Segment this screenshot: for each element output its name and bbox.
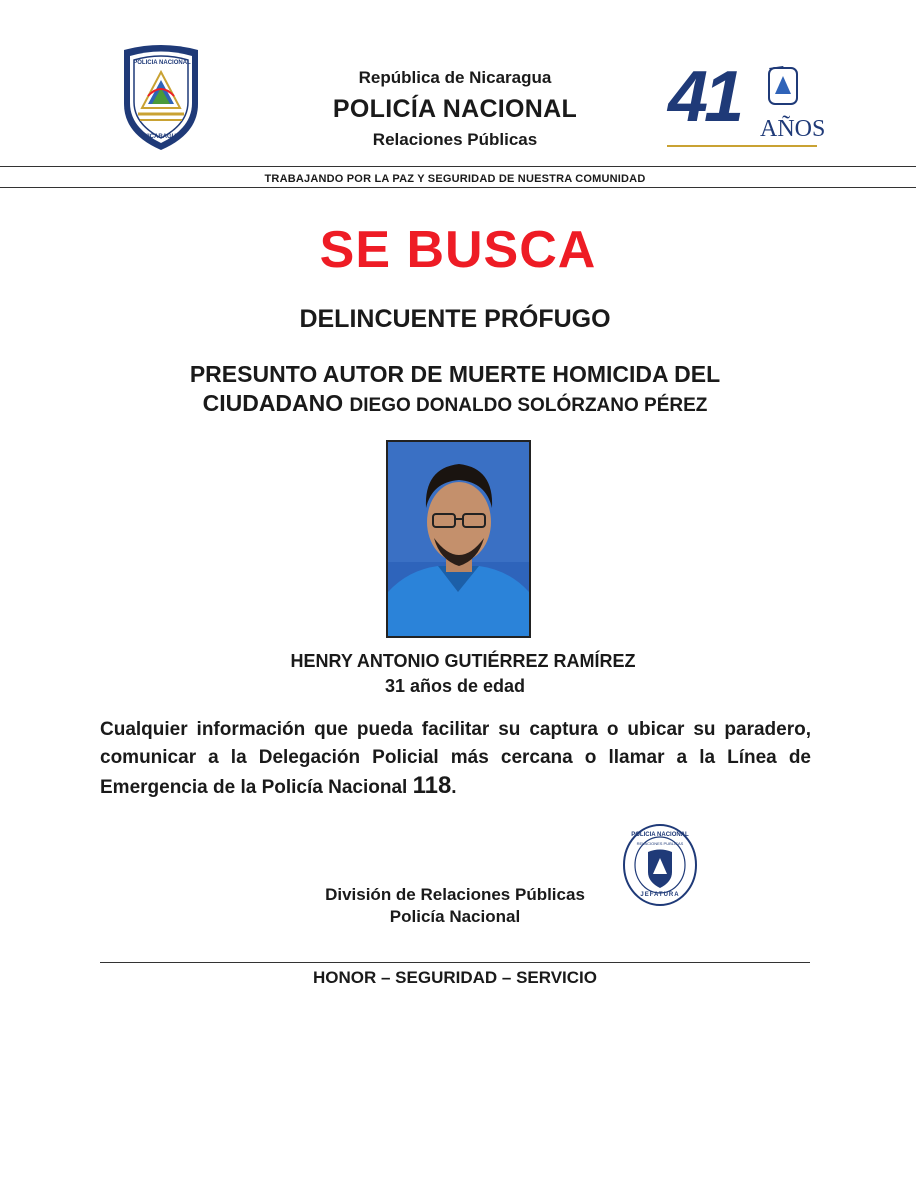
header-rule-bottom	[0, 187, 916, 188]
suspect-age: 31 años de edad	[384, 676, 526, 696]
wanted-title: SE BUSCA	[319, 221, 597, 279]
anniversary-number: 41	[668, 57, 741, 137]
wanted-subtitle: DELINCUENTE PRÓFUGO	[299, 305, 611, 333]
institution-heading: POLICÍA NACIONAL	[332, 95, 578, 123]
footer-motto: HONOR – SEGURIDAD – SERVICIO	[312, 968, 598, 987]
division-name: División de Relaciones Públicas	[325, 885, 585, 904]
description-line-1: PRESUNTO AUTOR DE MUERTE HOMICIDA DEL	[189, 361, 721, 387]
header-rule-top	[0, 166, 916, 167]
instructions-text: Cualquier información que pueda facilitar su captura o ubicar su paradero, comunicar a la Delegación Policial más cercana o llamar a la Línea de Emergencia de la Policía Nacional	[100, 719, 811, 798]
seal-top-text: POLICIA NACIONAL	[631, 832, 689, 838]
description-lead: CIUDADANO	[202, 390, 344, 416]
seal-bottom-text: JEFATURA	[640, 892, 680, 898]
victim-name: DIEGO DONALDO SOLÓRZANO PÉREZ	[349, 395, 708, 416]
footer-rule	[100, 962, 810, 963]
footer-institution: Policía Nacional	[389, 907, 521, 926]
instructions-end: .	[451, 777, 457, 798]
suspect-name: HENRY ANTONIO GUTIÉRREZ RAMÍREZ	[290, 651, 636, 671]
department-heading: Relaciones Públicas	[372, 130, 538, 149]
anniversary-word: AÑOS	[760, 116, 826, 142]
left-logo-bottom-text: NICARAGUA	[143, 134, 181, 140]
crime-description	[0, 360, 910, 420]
description-line-2	[0, 389, 910, 420]
emergency-number: 118	[412, 772, 452, 799]
suspect-portrait-icon	[386, 440, 531, 638]
contact-instructions	[100, 716, 811, 802]
left-logo-top-text: POLICIA NACIONAL	[133, 60, 191, 66]
seal-mid-text: RELACIONES PUBLICAS	[636, 841, 684, 846]
header-motto: TRABAJANDO POR LA PAZ Y SEGURIDAD DE NUESTRA COMUNIDAD	[264, 173, 646, 185]
republic-heading: República de Nicaragua	[358, 68, 552, 87]
